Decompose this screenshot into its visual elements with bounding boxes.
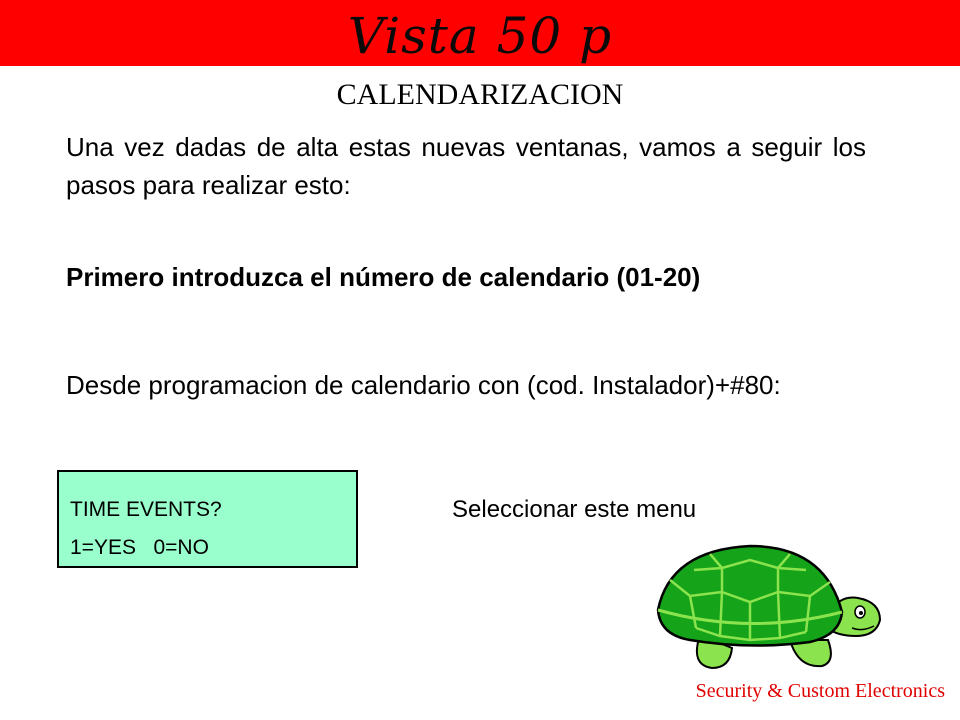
slide-title: Vista 50 p [347, 7, 613, 65]
menu-hint: Seleccionar este menu [452, 496, 697, 523]
display-line-2: 1=YES 0=NO [70, 536, 209, 559]
instruction-paragraph: Primero introduzca el número de calendario (01-20) [66, 262, 701, 292]
turtle-icon [650, 540, 890, 675]
company-footer: Security & Custom Electronics [695, 680, 945, 702]
keypad-display [57, 470, 358, 568]
display-line-1: TIME EVENTS? [70, 498, 222, 521]
programming-paragraph: Desde programacion de calendario con (cod. Instalador)+#80: [66, 370, 781, 400]
intro-paragraph: Una vez dadas de alta estas nuevas ventanas, vamos a seguir los pasos para realizar esto: [66, 132, 866, 200]
slide-subtitle: CALENDARIZACION [336, 78, 624, 111]
